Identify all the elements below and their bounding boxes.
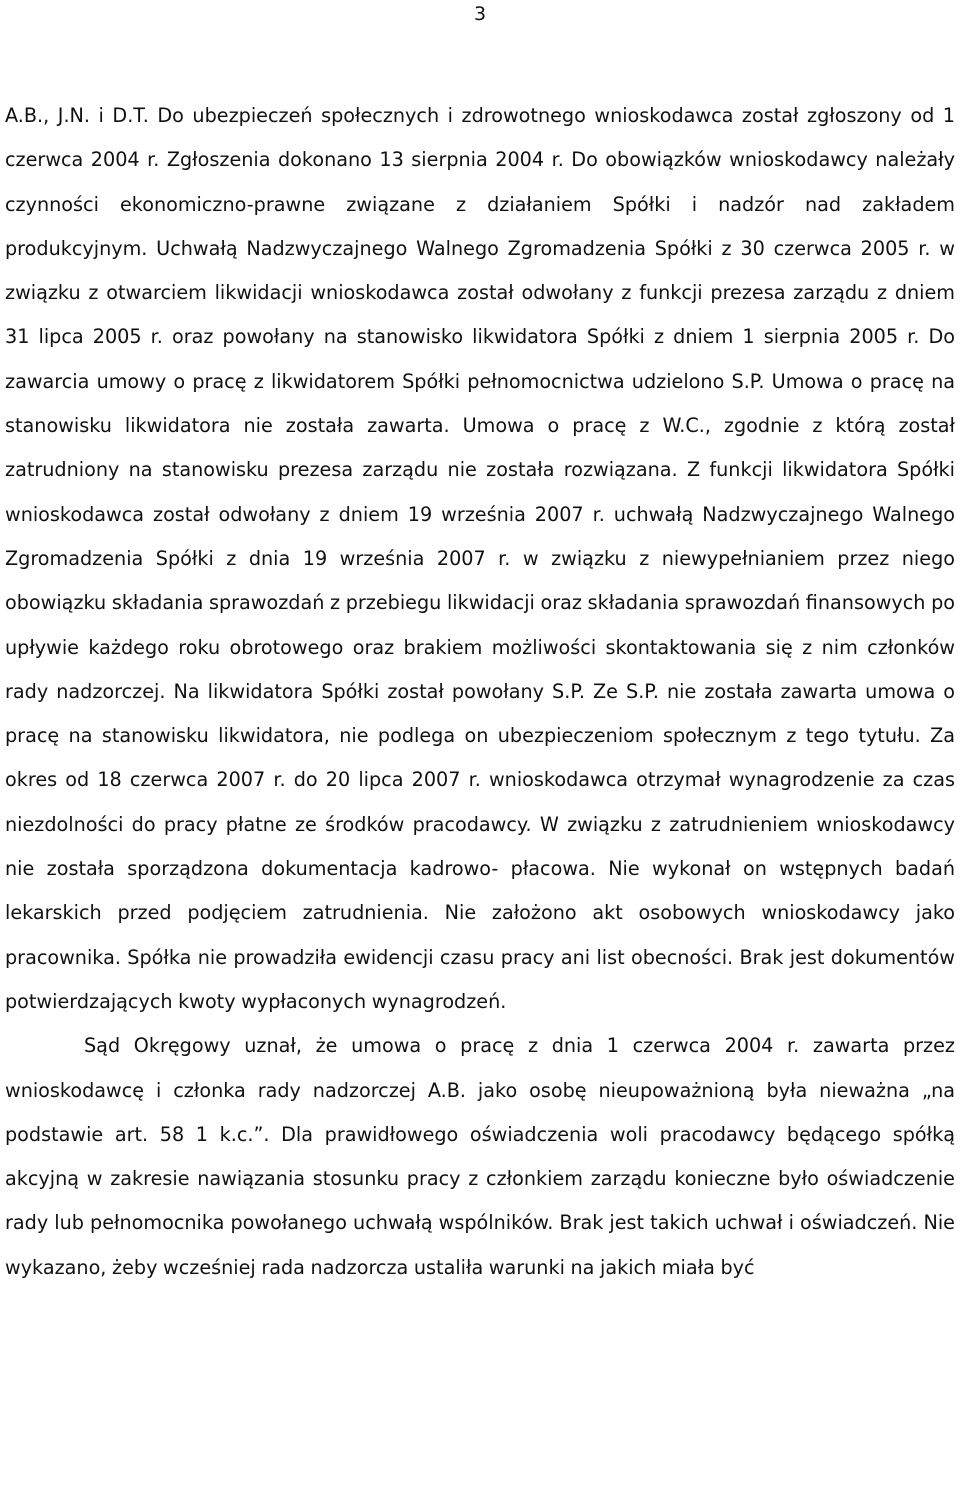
paragraph-1: A.B., J.N. i D.T. Do ubezpieczeń społecznych i zdrowotnego wnioskodawca został zgłoszony od 1 czerwca 2004 r. Zgłoszenia dokonano 13 sierpnia 2004 r. Do obowiązków wnioskodawcy należały czynności ekonomiczno-prawne związane z działaniem Spółki i nadzór nad zakładem produkcyjnym. Uchwałą Nadzwyczajnego Walnego Zgromadzenia Spółki z 30 czerwca 2005 r. w związku z otwarciem likwidacji wnioskodawca został odwołany z funkcji prezesa zarządu z dniem 31 lipca 2005 r. oraz powołany na stanowisko likwidatora Spółki z dniem 1 sierpnia 2005 r. Do zawarcia umowy o pracę z likwidatorem Spółki pełnomocnictwa udzielono S.P. Umowa o pracę na stanowisku likwidatora nie została zawarta. Umowa o pracę z W.C., zgodnie z którą został zatrudniony na stanowisku prezesa zarządu nie została rozwiązana. Z funkcji likwidatora Spółki wnioskodawca został odwołany z dniem 19 września 2007 r. uchwałą Nadzwyczajnego Walnego Zgromadzenia Spółki z dnia 19 września 2007 r. w związku z niewypełnianiem przez niego obowiązku składania sprawozdań z przebiegu likwidacji oraz składania sprawozdań finansowych po upływie każdego roku obrotowego oraz brakiem możliwości skontaktowania się z nim członków rady nadzorczej. Na likwidatora Spółki został powołany S.P. Ze S.P. nie została zawarta umowa o pracę na stanowisku likwidatora, nie podlega on ubezpieczeniom społecznym z tego tytułu. Za okres od 18 czerwca 2007 r. do 20 lipca 2007 r. wnioskodawca otrzymał wynagrodzenie za czas niezdolności do pracy płatne ze środków pracodawcy. W związku z zatrudnieniem wnioskodawcy nie została sporządzona dokumentacja kadrowo- płacowa. Nie wykonał on wstępnych badań lekarskich przed podjęciem zatrudnienia. Nie założono akt osobowych wnioskodawcy jako pracownika. Spółka nie prowadziła ewidencji czasu pracy ani list obecności. Brak jest dokumentów potwierdzających kwoty wypłaconych wynagrodzeń. [5,104,955,1013]
page-number: 3 [473,3,487,25]
document-body [5,94,955,1290]
paragraph-2: Sąd Okręgowy uznał, że umowa o pracę z dnia 1 czerwca 2004 r. zawarta przez wnioskodawcę i członka rady nadzorczej A.B. jako osobę nieupoważnioną była nieważna „na podstawie art. 58 1 k.c.”. Dla prawidłowego oświadczenia woli pracodawcy będącego spółką akcyjną w zakresie nawiązania stosunku pracy z członkiem zarządu konieczne było oświadczenie rady lub pełnomocnika powołanego uchwałą wspólników. Brak jest takich uchwał i oświadczeń. Nie wykazano, żeby wcześniej rada nadzorcza ustaliła warunki na jakich miała być [5,1034,955,1279]
